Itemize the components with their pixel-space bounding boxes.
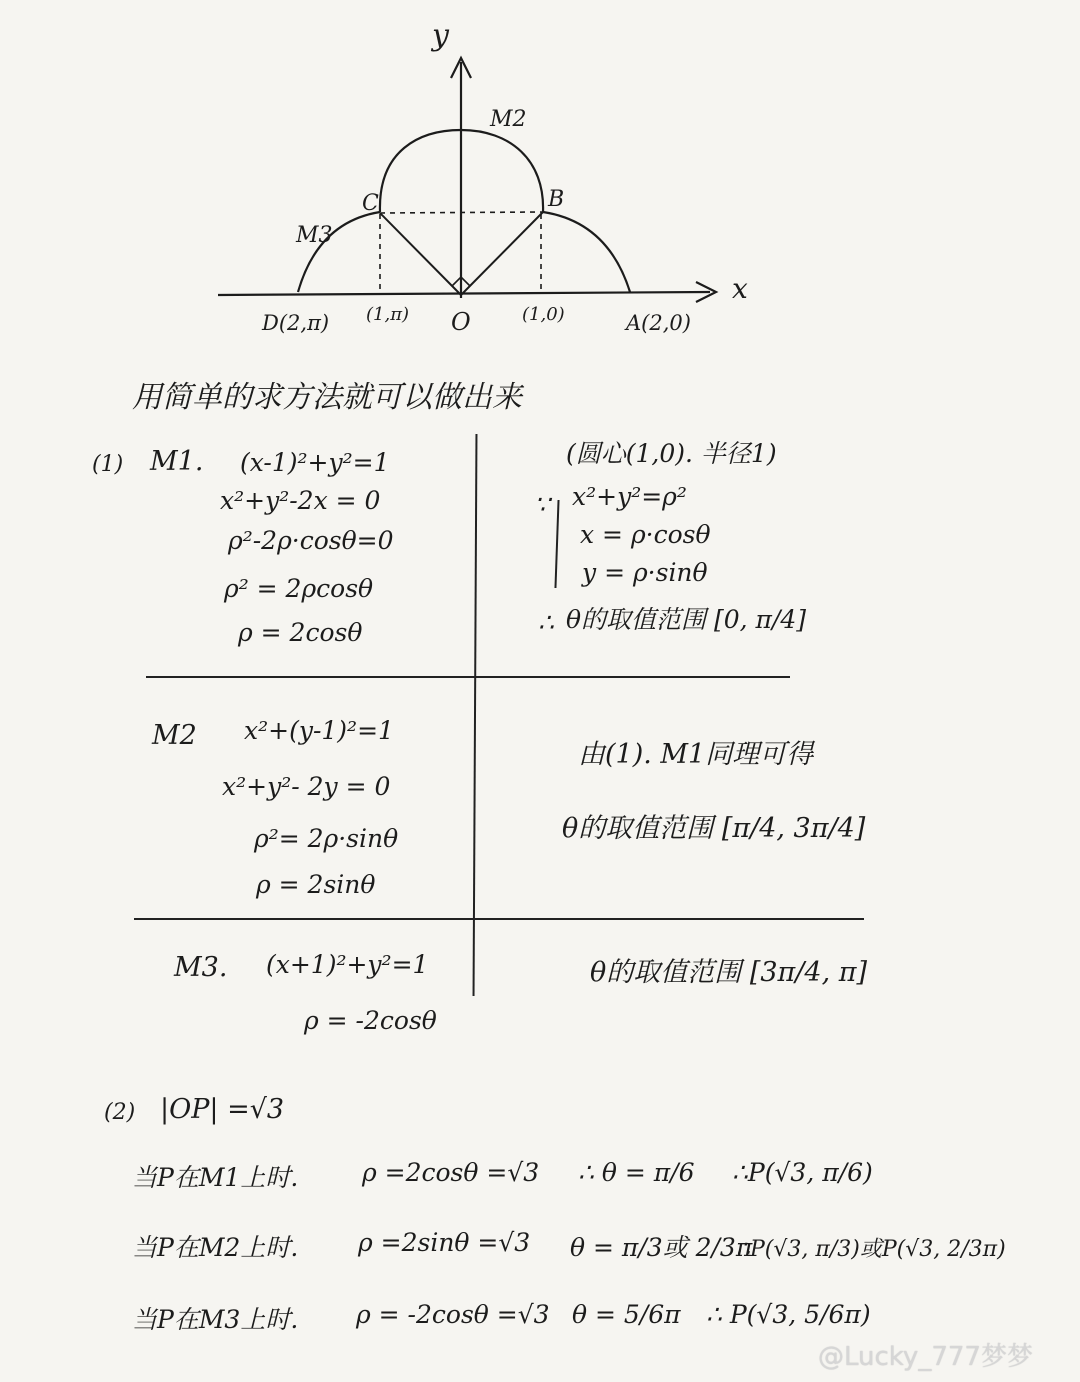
part2-row2-theta: θ = π/3或 2/3π: [570, 1233, 753, 1262]
m3-note: θ的取值范围 [3π/4, π]: [590, 957, 868, 988]
y-axis-label: y: [432, 18, 449, 53]
line-oc: [380, 213, 461, 295]
table-vertical-line: [473, 434, 478, 996]
m1-label: M1.: [150, 446, 204, 477]
m1-note-range: θ的取值范围 [0, π/4]: [566, 605, 807, 634]
label-b: B: [548, 187, 565, 212]
part2-row3-point: ∴ P(√3, 5/6π): [706, 1300, 871, 1329]
m2-eq4: ρ = 2sinθ: [256, 870, 376, 899]
m2-note2: θ的取值范围 [π/4, 3π/4]: [562, 813, 866, 844]
label-origin: O: [451, 308, 471, 336]
m1-eq3: ρ²-2ρ·cosθ=0: [228, 526, 394, 555]
part2-row1-point: ∴P(√3, π/6): [732, 1158, 873, 1187]
m1-eq4: ρ² = 2ρcosθ: [224, 574, 374, 603]
part2-row2-cond: 当P在M2上时.: [132, 1233, 299, 1262]
m3-eq1: (x+1)²+y²=1: [266, 950, 429, 979]
part2-number: (2): [104, 1100, 136, 1125]
label-m2: M2: [490, 107, 527, 132]
label-d: D(2,π): [262, 311, 330, 335]
part2-row3-theta: θ = 5/6π: [572, 1300, 681, 1329]
m2-note1: 由(1). M1同理可得: [578, 739, 814, 770]
m2-eq3: ρ²= 2ρ·sinθ: [254, 824, 399, 853]
label-m3: M3: [296, 223, 333, 248]
m2-label: M2: [152, 720, 197, 751]
m3-label: M3.: [174, 952, 228, 983]
m1-eq5: ρ = 2cosθ: [238, 618, 363, 647]
m1-note-sys2: x = ρ·cosθ: [580, 520, 711, 549]
part2-row2-eq: ρ =2sinθ =√3: [358, 1228, 531, 1257]
part2-row3-cond: 当P在M3上时.: [132, 1305, 299, 1334]
m1-note-sys1: x²+y²=ρ²: [572, 482, 687, 511]
m1-eq1: (x-1)²+y²=1: [240, 448, 390, 477]
m2-eq1: x²+(y-1)²=1: [244, 716, 394, 745]
arc-m1: [543, 212, 630, 292]
m1-because: ∵: [534, 490, 550, 519]
label-pos1: (1,0): [522, 304, 565, 325]
m1-eq2: x²+y²-2x = 0: [220, 486, 381, 515]
watermark: @Lucky_777梦梦: [818, 1342, 1033, 1372]
part2-row3-eq: ρ = -2cosθ =√3: [356, 1300, 550, 1329]
label-a: A(2,0): [626, 311, 691, 335]
part2-row1-theta: ∴ θ = π/6: [578, 1158, 695, 1187]
m1-note-center: (圆心(1,0). 半径1): [566, 439, 777, 468]
line-ob: [461, 212, 543, 295]
x-axis-label: x: [732, 272, 748, 305]
intro-text: 用简单的求方法就可以做出来: [132, 380, 522, 415]
coordinate-diagram: [0, 0, 1080, 345]
label-c: C: [362, 191, 379, 216]
table-divider-1: [146, 676, 790, 678]
part2-row1-cond: 当P在M1上时.: [132, 1163, 299, 1192]
dashed-cb: [380, 212, 543, 213]
part2-given: |OP| =√3: [160, 1094, 285, 1125]
m3-eq2: ρ = -2cosθ: [304, 1006, 437, 1035]
part1-number: (1): [92, 452, 124, 477]
table-divider-2: [134, 918, 864, 920]
part2-row1-eq: ρ =2cosθ =√3: [362, 1158, 540, 1187]
m1-note-sys3: y = ρ·sinθ: [582, 558, 708, 587]
m1-brace: [554, 500, 559, 588]
part2-row2-point: ∴P(√3, π/3)或P(√3, 2/3π): [736, 1237, 1006, 1262]
m1-therefore: ∴: [538, 608, 554, 637]
label-neg1: (1,π): [366, 304, 410, 325]
m2-eq2: x²+y²- 2y = 0: [222, 772, 391, 801]
